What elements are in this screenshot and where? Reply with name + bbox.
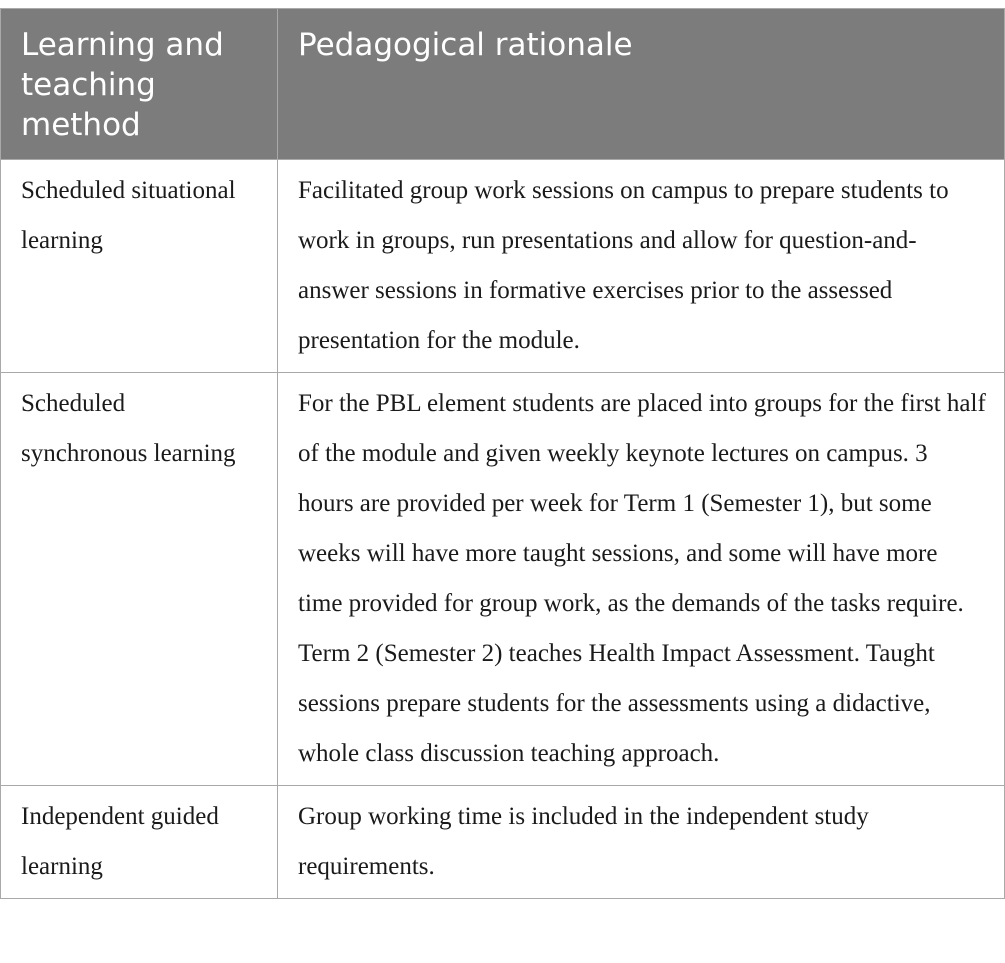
learning-methods-table	[0, 8, 1005, 899]
header-method: Learning and teaching method	[1, 9, 278, 160]
header-rationale: Pedagogical rationale	[278, 9, 1005, 160]
table-row	[1, 373, 1005, 786]
table-body	[1, 160, 1005, 899]
cell-rationale: For the PBL element students are placed into groups for the first half of the module and given weekly keynote lectures on campus. 3 hours are provided per week for Term 1 (Semester 1), but some weeks will have more taught sessions, and some will have more time provided for group work, as the demands of the tasks require. Term 2 (Semester 2) teaches Health Impact Assessment. Taught sessions prepare students for the assessments using a didactive, whole class discussion teaching approach.	[278, 373, 1005, 786]
table-row	[1, 160, 1005, 373]
cell-method: Scheduled situational learning	[1, 160, 278, 373]
cell-rationale: Group working time is included in the independent study requirements.	[278, 786, 1005, 899]
table-row	[1, 786, 1005, 899]
cell-method: Scheduled synchronous learning	[1, 373, 278, 786]
cell-method: Independent guided learning	[1, 786, 278, 899]
table-header	[1, 9, 1005, 160]
header-row	[1, 9, 1005, 160]
cell-rationale: Facilitated group work sessions on campus to prepare students to work in groups, run presentations and allow for question-and-answer sessions in formative exercises prior to the assessed presentation for the module.	[278, 160, 1005, 373]
